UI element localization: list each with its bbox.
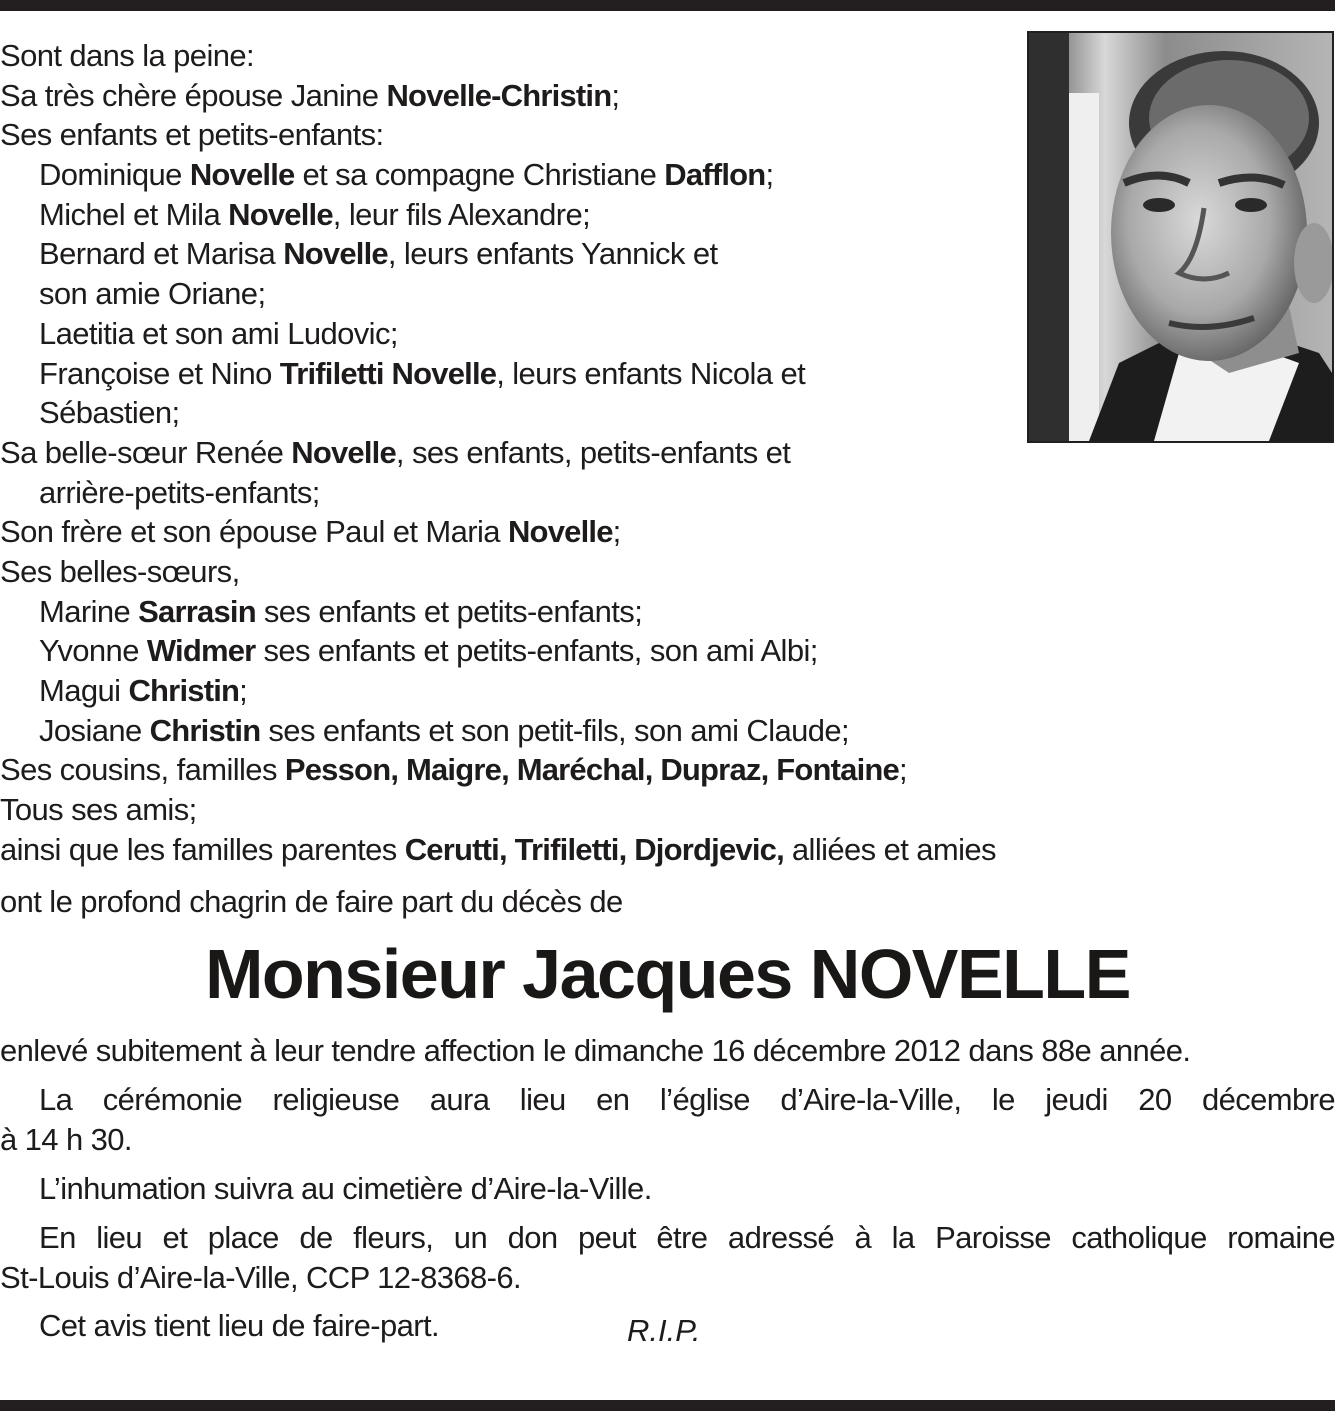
mourners-list (0, 36, 1180, 869)
mourner-text: Françoise et Nino (39, 355, 280, 391)
mourner-text: , leurs enfants Nicola et (496, 355, 806, 391)
mourner-line (0, 76, 1180, 116)
mourner-line (0, 552, 1180, 592)
family-name: Novelle (507, 514, 613, 550)
family-name: Novelle (228, 196, 333, 232)
mourner-text: Michel et Mila (39, 196, 229, 232)
family-name: Novelle (291, 434, 396, 470)
mourner-text: Sont dans la peine: (0, 38, 255, 73)
mourner-text: Magui (39, 673, 129, 708)
mourner-text: Josiane (39, 712, 150, 748)
mourner-line (0, 790, 1180, 830)
family-name: Novelle (189, 157, 295, 193)
intro-text: ont le profond chagrin de faire part du décès de (0, 884, 623, 919)
mourner-line (0, 234, 1180, 274)
bottom-rule (0, 1400, 1335, 1411)
mourner-line (0, 830, 1180, 870)
mourner-line (0, 512, 1180, 552)
rip-signature: R.I.P. (627, 1313, 701, 1348)
mourner-text: Sa belle-sœur Renée (0, 434, 292, 470)
mourner-line (0, 274, 1180, 314)
mourner-line (0, 592, 1180, 632)
mourner-text: Ses belles-sœurs, (0, 553, 240, 589)
ceremony-line-1: La cérémonie religieuse aura lieu en l’église d’Aire-la-Ville, le jeudi 20 décembre (39, 1082, 1335, 1117)
mourner-text: ses enfants et petits-enfants; (255, 593, 643, 629)
mourner-text: Yvonne (39, 633, 147, 669)
mourner-line (0, 354, 1180, 394)
mourner-line (0, 115, 1180, 155)
mourner-text: ; (611, 77, 620, 113)
mourner-text: ; (765, 157, 774, 193)
mourner-text: ; (612, 514, 621, 550)
family-name: Novelle (283, 236, 388, 272)
family-name: Christin (128, 673, 240, 708)
mourner-text: Ses cousins, familles (0, 752, 285, 788)
mourner-line (0, 750, 1180, 790)
donation-line-1: En lieu et place de fleurs, un don peut être adressé à la Paroisse catholique romaine (39, 1220, 1335, 1255)
mourner-text: ; (239, 673, 248, 708)
mourner-text: , leur fils Alexandre; (332, 196, 591, 232)
family-name: Widmer (146, 633, 256, 669)
death-notice: enlevé subitement à leur tendre affection le dimanche 16 décembre 2012 dans 88e année. (0, 1033, 1191, 1068)
mourner-text: alliées et amies (783, 831, 996, 867)
mourner-text: ; (898, 752, 907, 788)
family-name: Sarrasin (138, 593, 256, 629)
burial-paragraph (0, 1169, 1335, 1209)
family-name: Dafflon (664, 157, 766, 193)
mourner-text: Bernard et Marisa (39, 236, 284, 272)
mourner-text: ses enfants et son petit-fils, son ami Claude; (260, 712, 850, 748)
mourner-text: Marine (39, 593, 139, 629)
deceased-name: Monsieur Jacques NOVELLE (205, 935, 1130, 1013)
closing-text: Cet avis tient lieu de faire-part. (39, 1308, 440, 1343)
mourner-text: ses enfants et petits-enfants, son ami Albi; (255, 633, 818, 669)
mourner-text: , ses enfants, petits-enfants et (395, 434, 791, 470)
family-name: Christin (149, 712, 261, 748)
mourner-line (0, 433, 1180, 473)
family-name: Pesson, Maigre, Maréchal, Dupraz, Fontaine (284, 752, 899, 788)
mourner-text: Tous ses amis; (0, 792, 197, 828)
top-rule (0, 0, 1335, 11)
family-name: Trifiletti Novelle (279, 355, 497, 391)
mourner-text: ainsi que les familles parentes (0, 831, 405, 867)
mourner-text: et sa compagne Christiane (294, 157, 665, 193)
ceremony-line-2: à 14 h 30. (0, 1122, 132, 1157)
donation-line-2: St-Louis d’Aire-la-Ville, CCP 12-8368-6. (0, 1260, 522, 1295)
ceremony-paragraph (0, 1080, 1335, 1160)
mourner-line (0, 671, 1180, 711)
mourner-text: son amie Oriane; (39, 276, 266, 312)
mourner-text: , leurs enfants Yannick et (387, 236, 718, 272)
family-name: Cerutti, Trifiletti, Djordjevic, (404, 831, 784, 867)
mourner-text: Dominique (39, 157, 190, 193)
burial-text: L’inhumation suivra au cimetière d’Aire-la-Ville. (39, 1171, 652, 1206)
mourner-line (0, 711, 1180, 751)
mourner-text: Son frère et son épouse Paul et Maria (0, 514, 508, 550)
mourner-line (0, 631, 1180, 671)
mourner-line (0, 314, 1180, 354)
family-name: Novelle-Christin (386, 77, 612, 113)
mourner-line (0, 195, 1180, 235)
mourner-text: Sébastien; (39, 395, 180, 431)
mourner-text: arrière-petits-enfants; (39, 474, 320, 510)
mourner-text: Sa très chère épouse Janine (0, 77, 387, 113)
mourner-text: Laetitia et son ami Ludovic; (39, 315, 398, 351)
mourner-line (0, 36, 1180, 76)
mourner-line (0, 473, 1180, 513)
mourner-line (0, 155, 1180, 195)
donation-paragraph (0, 1218, 1335, 1298)
mourner-text: Ses enfants et petits-enfants: (0, 117, 384, 153)
mourner-line (0, 393, 1180, 433)
